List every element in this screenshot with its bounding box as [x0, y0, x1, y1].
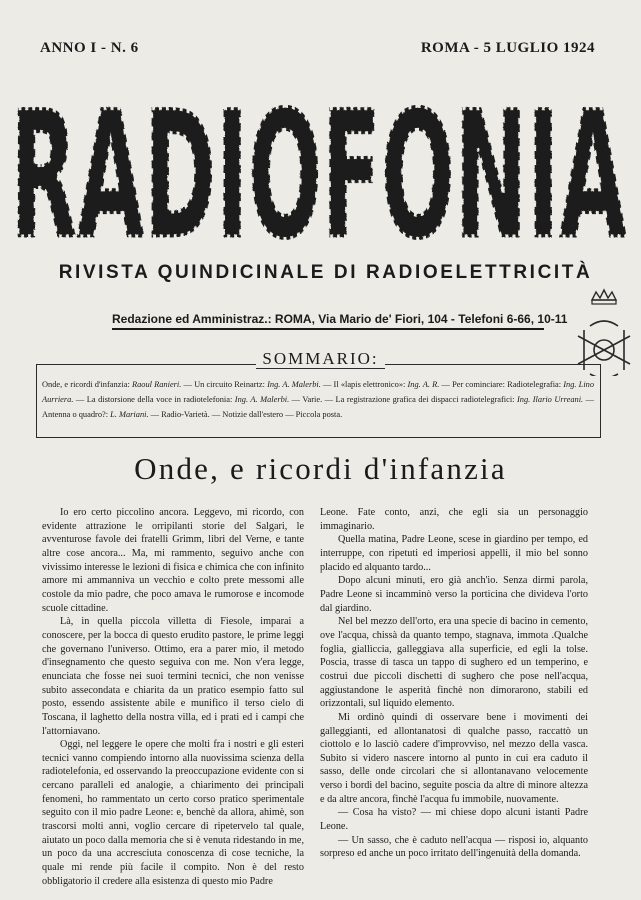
sommario-entry-author: L. Mariani. [110, 410, 149, 419]
sommario-entry [194, 380, 321, 389]
article-paragraph: Là, in quella piccola villetta di Fiesole, imparai a conoscere, per la bocca di questo erudito pastore, le prime leggi che governano l'universo. Ottimo, era a parer mio, il metodo d'insegnamento che questo seguiva con me. Non v'era legge, enunciata che fosse nei suoi termini tecnici, che non venisse subito assecondata e chiarita da un pratico esempio fatto sul posto, essendo assistente abile e munifico il terso cielo di Toscana, il laghetto della nostra villa, ed i prati ed i campi che l'attorniavano. [42, 616, 304, 737]
sommario-entry-title: Un circuito Reinartz: [194, 380, 265, 389]
masthead-logo [4, 64, 632, 254]
sommario-entry-author: Ing. Ilario Urreani. [517, 395, 584, 404]
sommario-entry-author: Ing. Lino Aurriera. [42, 380, 595, 404]
article-paragraph: — Un sasso, che è caduto nell'acqua — risposi io, alquanto sorpreso ed anche un poco irritato dell'ingenuità della domanda. [320, 834, 588, 860]
issue-line [40, 40, 595, 57]
sommario-entry-title: Antenna o quadro?: [42, 410, 109, 419]
article-paragraph: Quella matina, Padre Leone, scese in giardino per tempo, ed interruppe, con ripetuti ed imperiosi appelli, il mio bel sonno placido ed alquanto tardo... [320, 534, 588, 573]
sommario-entry-title: Piccola posta. [295, 410, 343, 419]
sommario-entry [222, 410, 283, 419]
sommario-entry-title: Varie. [302, 395, 323, 404]
sommario-entry [42, 410, 149, 419]
article-column-left [42, 506, 304, 888]
sommario-entry [87, 395, 289, 404]
sommario-entry-title: Notizie dall'estero [222, 410, 284, 419]
sommario-entry [296, 410, 343, 419]
sommario-entry-title: La registrazione grafica dei dispacci radiotelegrafici: [335, 395, 515, 404]
sommario-entry [336, 395, 584, 404]
crest-seal [570, 286, 638, 376]
sommario-entry-title: La distorsione della voce in radiotelefonia: [86, 395, 233, 404]
editorial-address: Redazione ed Amministraz.: ROMA, Via Mario de' Fiori, 104 - Telefoni 6-66, 10-11 [112, 312, 544, 330]
masthead-title-text: RADIOFONIA [10, 73, 626, 254]
article-paragraph: Nel bel mezzo dell'orto, era una specie di bacino in cemento, ove l'acqua, chissà da quanto tempo, stagnava, immota .Qualche foglia, giallìccia, galleggiava alla superficie, ed egli la tolse. Poscia, trasse di tasca un tappo di sughero ed un temperino, e costruì due piccoli dischetti di sughero che pose nell'acqua, aggiustandone le asperità finchè non dimorarono, stabili ed orizzontali, sul liquido elemento. [320, 616, 588, 710]
article-paragraph: Dopo alcuni minuti, ero già anch'io. Senza dirmi parola, Padre Leone si incamminò verso la porticina che divideva l'orto dal giardino. [320, 575, 588, 614]
article-paragraph: — Cosa ha visto? — mi chiese dopo alcuni istanti Padre Leone. [320, 807, 588, 833]
article-paragraph: Oggi, nel leggere le opere che molti fra i nostri e gli esteri tecnici vanno compiendo intorno alla nuovissima scienza della radiotelefonia, ed osservando la preoccupazione evidente con si cercano paralleli ed analogie, a chiarimento dei principali fenomeni, ho rammentato un certo corso pratico sperimentale seguito con il mio padre Leone: e, benchè da allora, ahimè, son trascorsi molti anni, voglio cercare di ripetervelo tal quale, aiutato un poco dalla memoria che si è venuta ridestando in me, un poco da una accresciuta conoscenza di cose tecniche, la quale mi rende più facile il compito. Non è del resto obbligatorio il credere alla esistenza di questo mio Padre [42, 739, 304, 887]
masthead-title-art [4, 64, 632, 254]
sommario-entry-author: Raoul Ranieri. [131, 380, 182, 389]
article-paragraph: Mi ordinò quindi di osservare bene i movimenti dei galleggianti, ed allontanatosi di qualche passo, raccattò un ciottolo e lo lasciò cadere d'improvviso, nel mezzo della vasca. Subito si videro nascere intorno al punto in cui era caduto il sasso, delle onde circolari che si allontanavano velocemente verso i bordi del bacino, seguite poscia da altre di minore altezza e da altre ancora, finchè l'acqua fu immobile, nuovamente. [320, 711, 588, 805]
article-paragraph: Leone. Fate conto, anzi, che egli sia un personaggio immaginario. [320, 507, 588, 532]
sommario-entry-title: Onde, e ricordi d'infanzia: [42, 380, 130, 389]
sommario-entry-author: Ing. A. Malerbi. [267, 380, 321, 389]
sommario-entry-title: Radio-Varietà. [161, 410, 210, 419]
sommario-entry [334, 380, 440, 389]
sommario-entry-author: Ing. A. R. [407, 380, 440, 389]
masthead-inline-stripes: RADIOFONIA [10, 73, 626, 254]
sommario-entry [42, 380, 181, 389]
crest-icon [570, 286, 638, 376]
subtitle: RIVISTA QUINDICINALE DI RADIOELETTRICITÀ [58, 262, 593, 283]
sommario-title: SOMMARIO: [256, 349, 384, 369]
issue-date: ROMA - 5 LUGLIO 1924 [420, 40, 595, 56]
sommario-entry [302, 395, 322, 404]
sommario-entry-title: Il «lapis elettronico»: [333, 380, 406, 389]
article-headline: Onde, e ricordi d'infanzia [134, 451, 507, 486]
sommario-contents: Onde, e ricordi d'infanzia: Raoul Ranieri. — Un circuito Reinartz: Ing. A. Malerbi. — Il «lapis elettronico»: Ing. A. R. — Per cominciare: Radiotelegrafia: Ing. Lino Aurriera. — La distorsione della voce in radiotelefonia: Ing. A. Malerbi. — Varie. — La registrazione grafica dei dispacci radiotelegrafici: Ing. Ilario Urreani. — Antenna o quadro?: L. Mariani. — Radio-Varietà. — Notizie dall'estero — Piccola posta. [42, 380, 595, 419]
sommario-entry-author: Ing. A. Malerbi. [234, 395, 290, 404]
article-column-right [320, 506, 588, 861]
issue-number: ANNO I - N. 6 [40, 40, 139, 56]
article-paragraph: Io ero certo piccolino ancora. Leggevo, mi ricordo, con evidente attrazione le orripilanti storie del Salgari, le avventurose favole dei fratelli Grimm, libri del Verne, e tante altre cose ancora... Ma, mi rammento, seguivo anche con vivissimo interesse le lezioni di fisica e chimica che con infinito amore mi ammanniva un vecchio e colto prete messomi alle costole da mio padre, che poco amava le rumorose e incomode scuole cittadine. [42, 507, 304, 614]
sommario-entry [161, 410, 210, 419]
sommario-entry-title: Per cominciare: Radiotelegrafia: [452, 380, 562, 389]
